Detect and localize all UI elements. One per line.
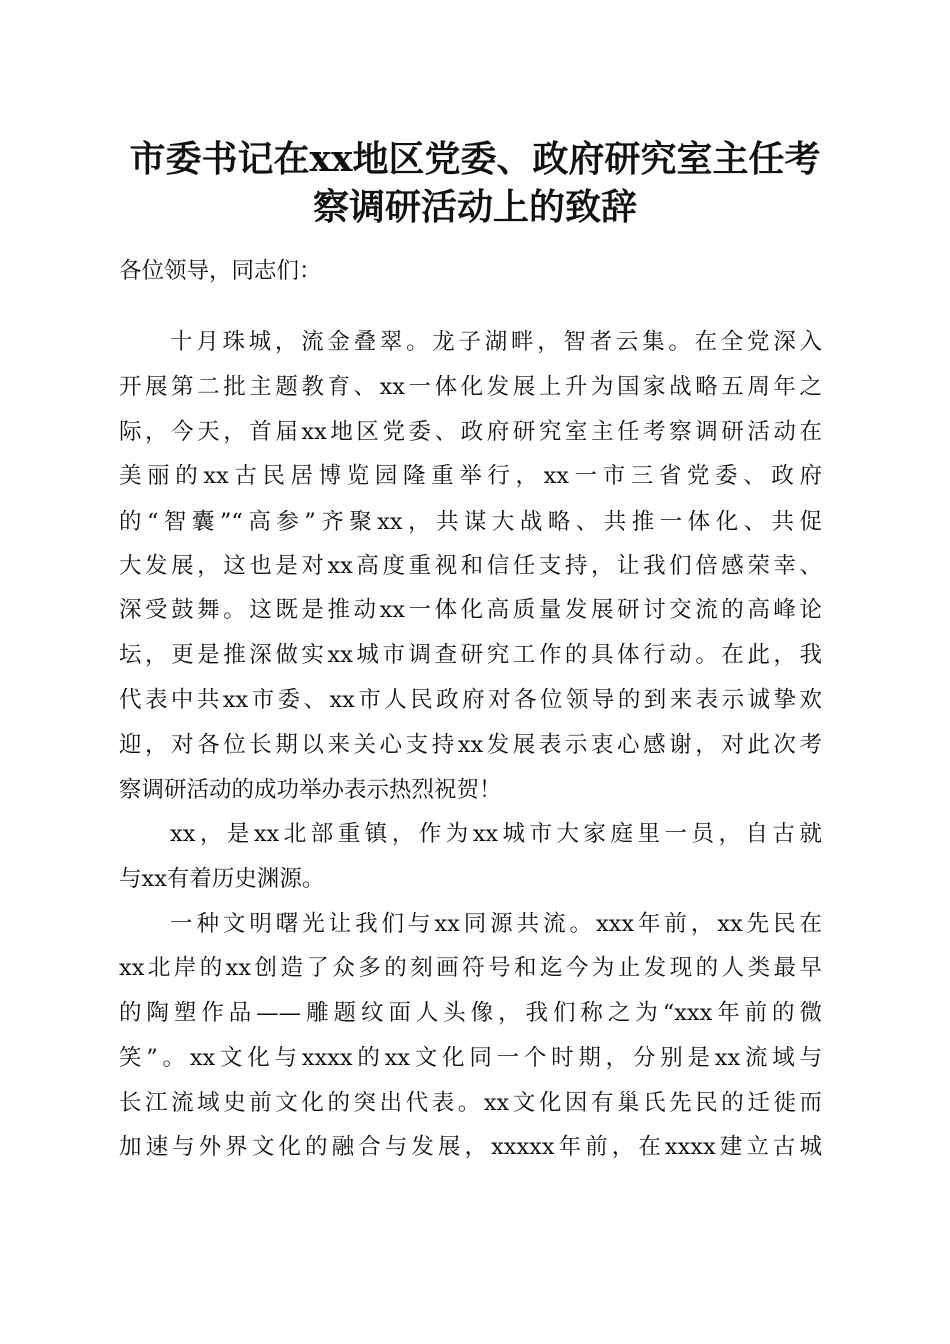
paragraph-3-line: 笑”。xx文化与xxxx的xx文化同一个时期，分别是xx流域与 (119, 1045, 822, 1071)
paragraph-1-line: 深受鼓舞。这既是推动xx一体化高质量发展研讨交流的高峰论 (119, 597, 822, 623)
paragraph-2-line: 与xx有着历史渊源。 (119, 866, 325, 892)
paragraph-1-line: 十月珠城，流金叠翠。龙子湖畔，智者云集。在全党深入 (170, 329, 822, 355)
paragraph-1-line: 大发展，这也是对xx高度重视和信任支持，让我们倍感荣幸、 (119, 553, 822, 579)
paragraph-1-line: 美丽的xx古民居博览园隆重举行，xx一市三省党委、政府 (119, 463, 822, 489)
paragraph-1-line: 坛，更是推深做实xx城市调查研究工作的具体行动。在此，我 (119, 642, 822, 668)
paragraph-1-line: 开展第二批主题教育、xx一体化发展上升为国家战略五周年之 (119, 374, 822, 400)
paragraph-1-line: 代表中共xx市委、xx市人民政府对各位领导的到来表示诚挚欢 (119, 687, 822, 713)
paragraph-1-line: 的“智囊”“高参”齐聚xx，共谋大战略、共推一体化、共促 (119, 509, 822, 535)
salutation: 各位领导，同志们： (119, 258, 322, 284)
paragraph-3-line: 长江流域史前文化的突出代表。xx文化因有巢氏先民的迁徙而 (119, 1090, 822, 1116)
paragraph-1-line: 际，今天，首届xx地区党委、政府研究室主任考察调研活动在 (119, 419, 822, 445)
paragraph-3-line: xx北岸的xx创造了众多的刻画符号和迄今为止发现的人类最早 (119, 955, 822, 981)
paragraph-2-line: xx，是xx北部重镇，作为xx城市大家庭里一员，自古就 (170, 821, 822, 847)
document-title-line-1: 市委书记在xx地区党委、政府研究室主任考 (129, 138, 821, 180)
paragraph-1-line: 察调研活动的成功举办表示热烈祝贺！ (119, 777, 502, 803)
paragraph-3-line: 加速与外界文化的融合与发展，xxxxx年前，在xxxx建立古城 (119, 1134, 822, 1160)
paragraph-3-line: 的陶塑作品——雕题纹面人头像，我们称之为“xxx年前的微 (119, 1000, 822, 1026)
paragraph-1-line: 迎，对各位长期以来关心支持xx发展表示衷心感谢，对此次考 (119, 732, 822, 758)
document-title-line-2: 察调研活动上的致辞 (312, 186, 637, 228)
paragraph-3-line: 一种文明曙光让我们与xx同源共流。xxx年前，xx先民在 (170, 911, 822, 937)
